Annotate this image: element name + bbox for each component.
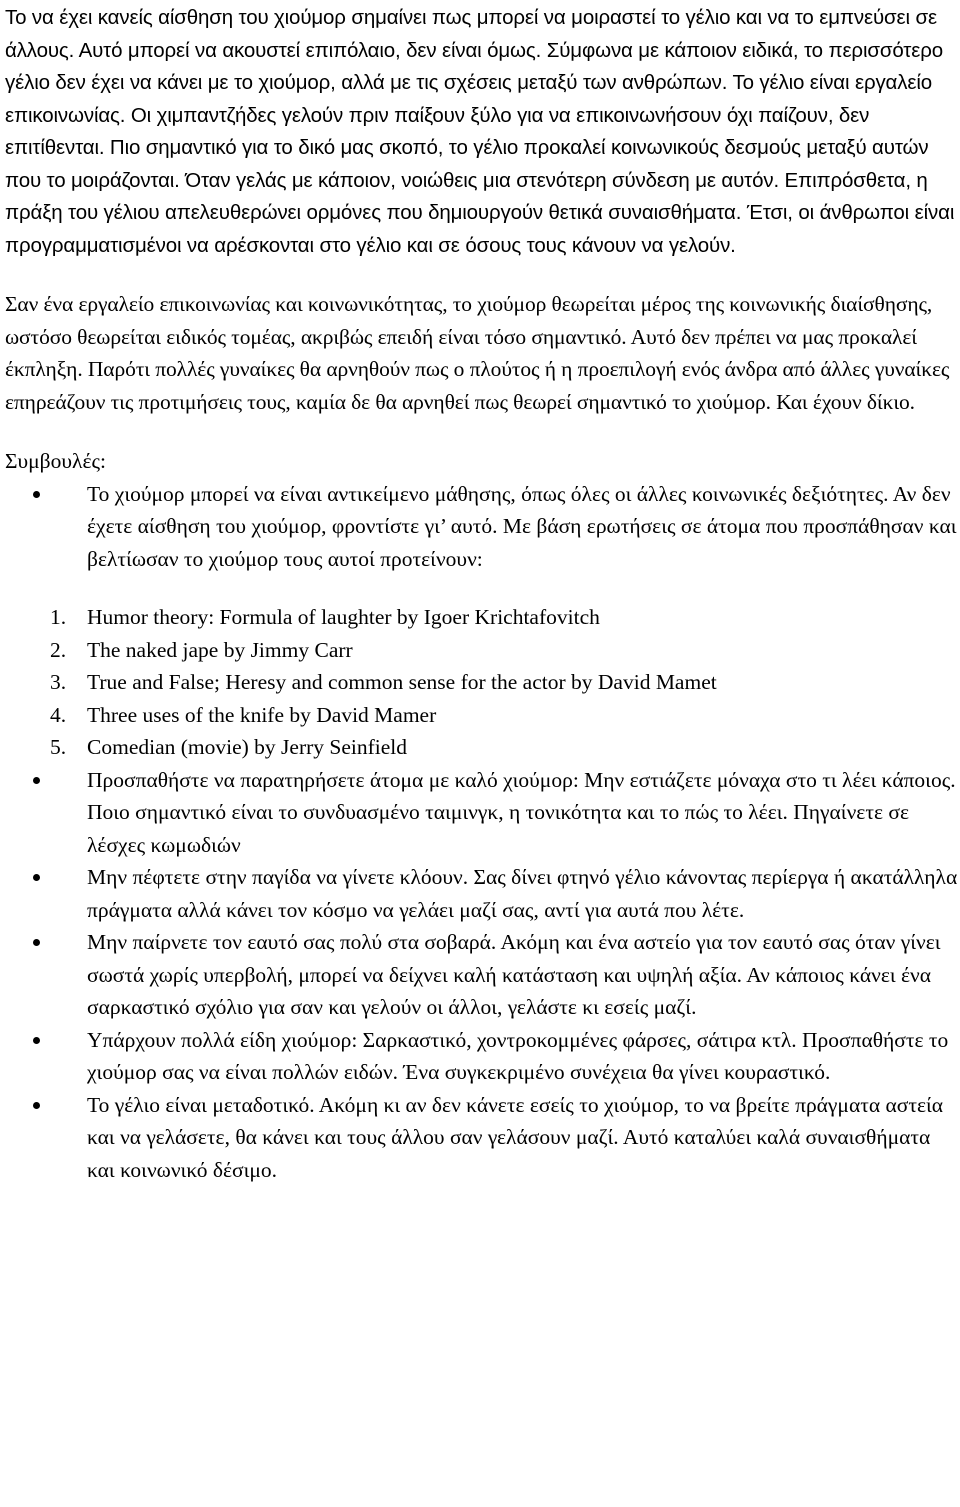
tip-text: Το χιούμορ μπορεί να είναι αντικείμενο μάθησης, όπως όλες οι άλλες κοινωνικές δεξιότητες. Αν δεν έχετε αίσθηση του χιούμορ, φροντίστε γι’ αυτό. Με βάση ερωτήσεις σε άτομα που προσπάθησαν και βελτίωσαν το χιούμορ τους αυτοί προτείνουν: — [87, 481, 957, 571]
tip-text: Το γέλιο είναι μεταδοτικό. Ακόμη κι αν δεν κάνετε εσείς το χιούμορ, το να βρείτε πράγματα αστεία και να γελάσετε, θα κάνει και τους άλλου σαν γελάσουν μαζί. Αυτό καταλύει καλά συναισθήματα και κοινωνικό δέσιμο. — [87, 1092, 944, 1182]
bullet-icon — [33, 777, 40, 784]
bullet-icon — [33, 1037, 40, 1044]
humor-importance-paragraph: Σαν ένα εργαλείο επικοινωνίας και κοινωνικότητας, το χιούμορ θεωρείται μέρος της κοινωνικής διαίσθησης, ωστόσο θεωρείται ειδικός τομέας, ακριβώς επειδή είναι τόσο σημαντικό. Αυτό δεν πρέπει να μας προκαλεί έκπληξη. Παρότι πολλές γυναίκες θα αρνηθούν πως ο πλούτος ή η προεπιλογή ενός άνδρα από άλλες γυναίκες επηρεάζουν τις προτιμήσεις τους, καμία δε θα αρνηθεί πως θεωρεί σημαντικό το χιούμορ. Και έχουν δίκιο. — [5, 292, 950, 414]
document-page — [5, 0, 960, 1186]
bullet-icon — [33, 491, 40, 498]
book-title: The naked jape by Jimmy Carr — [87, 637, 353, 662]
book-item — [5, 731, 960, 764]
tip-text: Υπάρχουν πολλά είδη χιούμορ: Σαρκαστικό, χοντροκομμένες φάρσες, σάτιρα κτλ. Προσπαθήστε το χιούμορ σας να είναι πολλών ειδών. Ένα συγκεκριμένο συνέχεια θα γίνει κουραστικό. — [87, 1027, 949, 1084]
tip-text: Προσπαθήστε να παρατηρήσετε άτομα με καλό χιούμορ: Μην εστιάζετε μόναχα στο τι λέει κάποιος. Ποιο σημαντικό είναι το συνδυασμένο ταιμινγκ, η τονικότητα και το πώς το λέει. Πηγαίνετε σε λέσχες κωμωδιών — [87, 767, 956, 857]
book-item — [5, 699, 960, 732]
book-item — [5, 601, 960, 634]
tip-item — [5, 764, 960, 862]
book-title: Humor theory: Formula of laughter by Igoer Krichtafovitch — [87, 605, 600, 629]
tips-list-second — [5, 764, 960, 1187]
bullet-icon — [33, 939, 40, 946]
book-item — [5, 666, 960, 699]
book-title: Comedian (movie) by Jerry Seinfield — [87, 735, 408, 759]
bullet-icon — [33, 874, 40, 881]
tip-text: Μην παίρνετε τον εαυτό σας πολύ στα σοβαρά. Ακόμη και ένα αστείο για τον εαυτό σας όταν γίνει σωστά χωρίς υπερβολή, μπορεί να δείχνει καλή κατάσταση και υψηλή αξία. Αν κάποιος κάνει ένα σαρκαστικό σχόλιο για σαν και γελούν οι άλλοι, γελάστε κι εσείς μαζί. — [87, 930, 941, 1019]
tip-item — [5, 861, 960, 926]
book-number: 5. — [50, 735, 67, 759]
book-number: 4. — [50, 702, 67, 727]
tip-item — [5, 478, 960, 576]
book-number: 3. — [50, 670, 67, 694]
tips-list-first — [5, 478, 960, 576]
bullet-icon — [33, 1102, 40, 1109]
intro-paragraph: Το να έχει κανείς αίσθηση του χιούμορ σημαίνει πως μπορεί να μοιραστεί το γέλιο και να το εμπνεύσει σε άλλους. Αυτό μπορεί να ακουστεί επιπόλαιο, δεν είναι όμως. Σύμφωνα με κάποιον ειδικά, το περισσότερο γέλιο δεν έχει να κάνει με το χιούμορ, αλλά με τις σχέσεις μεταξύ των ανθρώπων. Το γέλιο είναι εργαλείο επικοινωνίας. Οι χιμπαντζήδες γελούν πριν παίξουν ξύλο για να επικοινωνήσουν όχι παίζουν, δεν επιτίθενται. Πιο σημαντικό για το δικό μας σκοπό, το γέλιο προκαλεί κοινωνικούς δεσμούς μεταξύ αυτών που το μοιράζονται. Όταν γελάς με κάποιον, νοιώθεις μια στενότερη σύνδεση με αυτόν. Επιπρόσθετα, η πράξη του γέλιου απελευθερώνει ορμόνες που δημιουργούν θετικά συναισθήματα. Έτσι, οι άνθρωποι είναι προγραμματισμένοι να αρέσκονται στο γέλιο και σε όσους τους κάνουν να γελούν. — [5, 6, 955, 257]
book-item — [5, 634, 960, 667]
tip-item — [5, 1024, 960, 1089]
book-title: True and False; Heresy and common sense for the actor by David Mamet — [87, 670, 717, 694]
book-title: Three uses of the knife by David Mamer — [87, 702, 437, 727]
tip-text: Μην πέφτετε στην παγίδα να γίνετε κλόουν. Σας δίνει φτηνό γέλιο κάνοντας περίεργα ή ακατάλληλα πράγματα αλλά κάνει τον κόσμο να γελάει μαζί σας, αντί για αυτά που λέτε. — [87, 865, 958, 922]
book-list — [5, 601, 960, 764]
book-number: 1. — [50, 605, 67, 629]
book-number: 2. — [50, 637, 67, 662]
tip-item — [5, 926, 960, 1024]
tip-item — [5, 1089, 960, 1187]
tips-heading: Συμβουλές: — [5, 449, 106, 473]
